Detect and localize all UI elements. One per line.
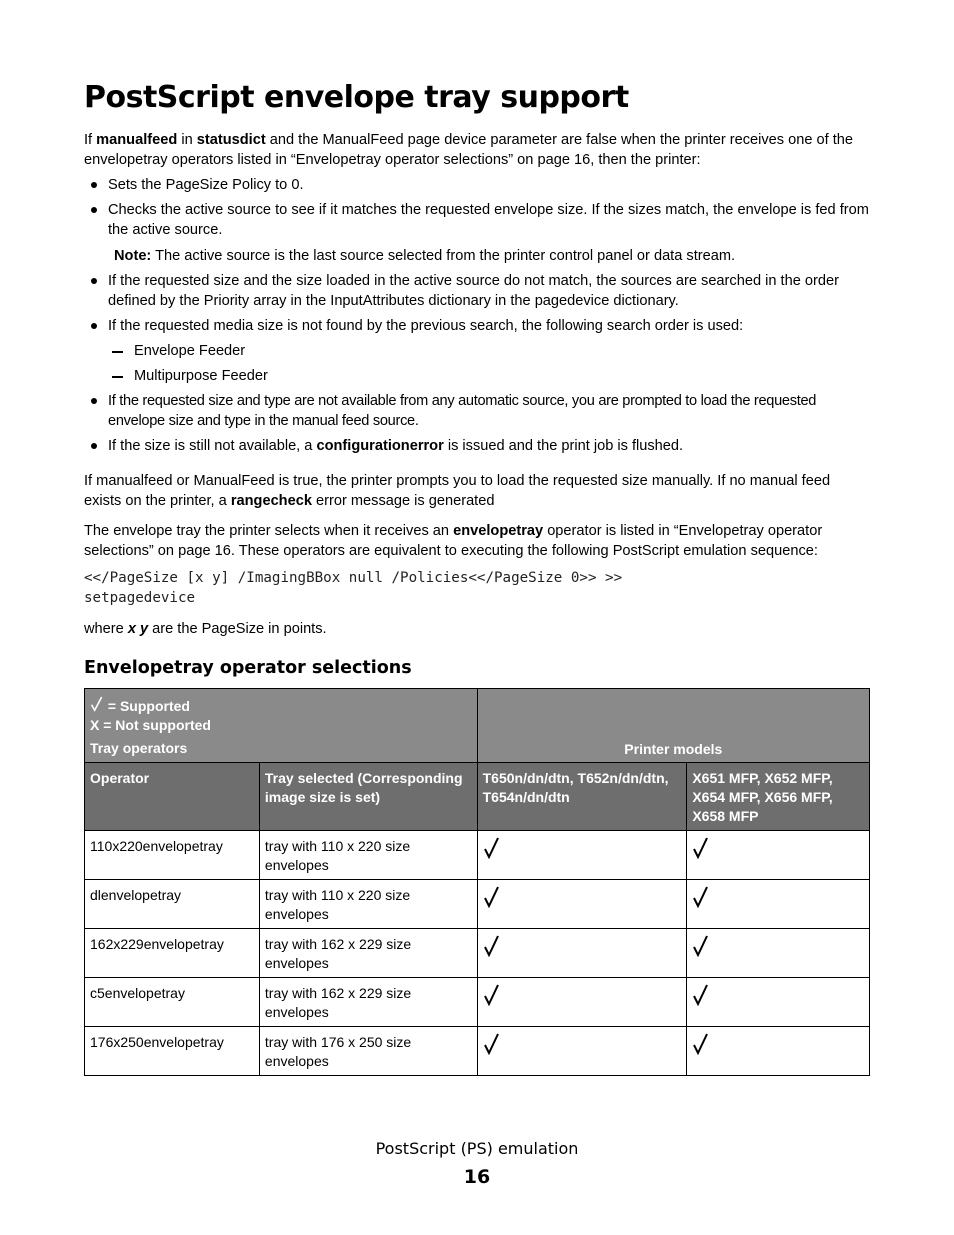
sub-list-item [84, 366, 870, 386]
rangecheck-term: rangecheck [230, 493, 312, 509]
support-cell-x651 [687, 1027, 870, 1076]
legend-supported-label: = Supported [107, 698, 190, 714]
where-paragraph [84, 619, 870, 639]
manualfeed-paragraph [84, 471, 870, 511]
where-text-2: are the PageSize in points. [148, 621, 327, 637]
support-cell-t650 [477, 880, 687, 929]
support-cell-x651 [687, 929, 870, 978]
support-cell-x651 [687, 831, 870, 880]
bullet-text: If the requested size and type are not available from any automatic source, you are prompted to load the requested envelope size and type in the manual feed source. [108, 393, 817, 429]
operator-cell: dlenvelopetray [85, 880, 260, 929]
printer-steps-list [84, 175, 870, 461]
note [84, 246, 870, 266]
printer-models-header: Printer models [477, 689, 869, 763]
where-xy: x y [127, 621, 149, 637]
intro-text-1: If [84, 132, 97, 148]
envelopetray-term: envelopetray [453, 523, 544, 539]
tray-cell: tray with 110 x 220 size envelopes [259, 880, 477, 929]
checkmark-icon [692, 886, 710, 908]
table-row [85, 880, 870, 929]
intro-paragraph [84, 130, 870, 170]
configurationerror-term: configurationerror [316, 438, 444, 454]
footer-chapter-title: PostScript (PS) emulation [375, 1139, 579, 1158]
checkmark-icon [483, 984, 501, 1006]
col-model-t650: T650n/dn/dtn, T652n/dn/dtn, T654n/dn/dtn [477, 763, 687, 831]
legend-cell [85, 689, 478, 763]
checkmark-icon [692, 984, 710, 1006]
note-label: Note: [114, 248, 152, 264]
tray-cell: tray with 176 x 250 size envelopes [259, 1027, 477, 1076]
bullet-icon [91, 398, 97, 404]
table-row [85, 929, 870, 978]
col-model-x651: X651 MFP, X652 MFP, X654 MFP, X656 MFP, X658 MFP [687, 763, 870, 831]
sub-list-item [84, 341, 870, 361]
operator-cell: 176x250envelopetray [85, 1027, 260, 1076]
bullet-text: If the requested media size is not found by the previous search, the following search order is used: [108, 318, 744, 334]
code-sample [84, 568, 622, 608]
col-tray-selected: Tray selected (Corresponding image size is set) [259, 763, 477, 831]
intro-manualfeed: manualfeed [96, 132, 178, 148]
checkmark-icon [692, 837, 710, 859]
bullet-text: If the size is still not available, a [108, 438, 317, 454]
bullet-icon [91, 278, 97, 284]
intro-text-3: and the ManualFeed page device parameter are false when the printer receives one of the envelopetray operators listed in “Envelopetray operator selections” on page 16, then the printer: [84, 132, 854, 168]
operator-cell: 110x220envelopetray [85, 831, 260, 880]
tray-operators-label: Tray operators [90, 740, 188, 756]
checkmark-icon [692, 1033, 710, 1055]
bullet-text-end: is issued and the print job is flushed. [443, 438, 684, 454]
bullet-icon [91, 323, 97, 329]
support-cell-x651 [687, 880, 870, 929]
list-item [84, 200, 870, 240]
para1-text-2: error message is generated [311, 493, 495, 509]
checkmark-icon [483, 886, 501, 908]
para2-text-1: The envelope tray the printer selects when it receives an [84, 523, 454, 539]
legend-not-supported: X = Not supported [90, 717, 211, 733]
intro-text-2: in [177, 132, 197, 148]
table-row [85, 831, 870, 880]
checkmark-icon [692, 935, 710, 957]
table-row [85, 1027, 870, 1076]
table-row [85, 978, 870, 1027]
support-cell-t650 [477, 978, 687, 1027]
bullet-text: If the requested size and the size loaded in the active source do not match, the sources are searched in the order defined by the Priority array in the InputAttributes dictionary in the pagedevice dictionary. [108, 273, 839, 309]
support-cell-t650 [477, 1027, 687, 1076]
support-cell-t650 [477, 929, 687, 978]
para1-text-1: If manualfeed or ManualFeed is true, the printer prompts you to load the requested size manually. If no manual feed exists on the printer, a [84, 473, 831, 509]
code-line-2: setpagedevice [84, 590, 196, 606]
list-item [84, 316, 870, 336]
list-item [84, 436, 870, 456]
operator-cell: 162x229envelopetray [85, 929, 260, 978]
support-cell-t650 [477, 831, 687, 880]
operator-cell: c5envelopetray [85, 978, 260, 1027]
code-line-1: <</PageSize [x y] /ImagingBBox null /Policies<</PageSize 0>> >> [84, 570, 623, 586]
dash-icon [112, 351, 123, 353]
footer-page-number: 16 [463, 1166, 491, 1188]
support-cell-x651 [687, 978, 870, 1027]
table-header-top [85, 689, 870, 763]
checkmark-icon [483, 1033, 501, 1055]
dash-icon [112, 376, 123, 378]
sub-item-text: Envelope Feeder [134, 343, 246, 359]
bullet-icon [91, 182, 97, 188]
tray-cell: tray with 162 x 229 size envelopes [259, 978, 477, 1027]
bullet-text: Checks the active source to see if it matches the requested envelope size. If the sizes match, the envelope is fed from the active source. [108, 202, 869, 238]
list-item [84, 391, 870, 431]
bullet-text: Sets the PageSize Policy to 0. [108, 177, 304, 193]
para2-text-2: operator is listed in “Envelopetray operator selections” on page 16. These operators are equivalent to executing the following PostScript emulation sequence: [84, 523, 823, 559]
list-item [84, 175, 870, 195]
checkmark-icon [483, 837, 501, 859]
bullet-icon [91, 207, 97, 213]
checkmark-icon [90, 695, 104, 713]
tray-cell: tray with 162 x 229 size envelopes [259, 929, 477, 978]
page-title: PostScript envelope tray support [84, 80, 629, 115]
where-text-1: where [84, 621, 128, 637]
envelopetray-table [84, 688, 870, 1076]
table-header-columns [85, 763, 870, 831]
intro-statusdict: statusdict [196, 132, 266, 148]
checkmark-icon [483, 935, 501, 957]
list-item [84, 271, 870, 311]
envelopetray-paragraph [84, 521, 870, 561]
col-operator: Operator [85, 763, 260, 831]
tray-cell: tray with 110 x 220 size envelopes [259, 831, 477, 880]
section-title: Envelopetray operator selections [84, 658, 412, 678]
sub-item-text: Multipurpose Feeder [134, 368, 268, 384]
bullet-icon [91, 443, 97, 449]
note-text: The active source is the last source selected from the printer control panel or data stream. [151, 248, 736, 264]
legend-supported [90, 695, 472, 716]
